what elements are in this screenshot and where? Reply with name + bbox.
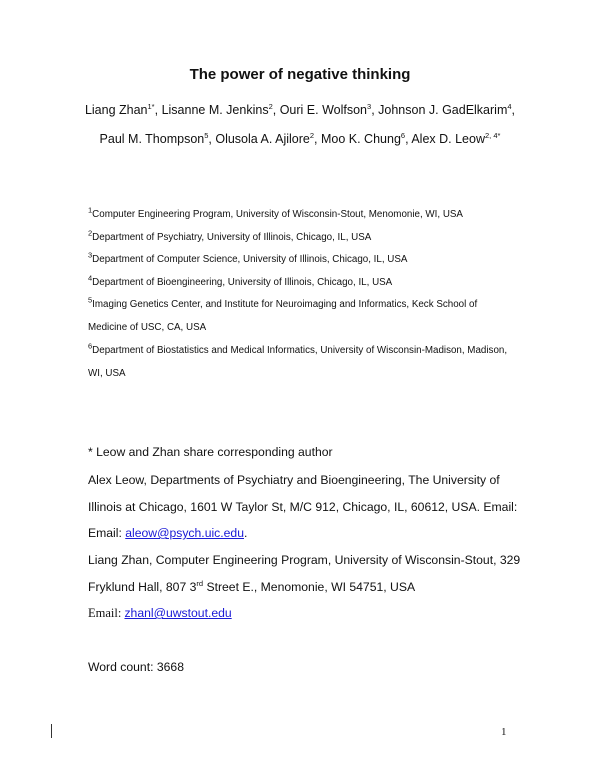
author-name: Ouri E. Wolfson (279, 103, 368, 117)
leow-address-line-2: Illinois at Chicago, 1601 W Taylor St, M/C 912, Chicago, IL, 60612, USA. Email: (88, 500, 518, 514)
author-superscript: 6 (400, 130, 406, 140)
author-separator: , (405, 132, 412, 146)
zhan-address-line-1: Liang Zhan, Computer Engineering Program, University of Wisconsin-Stout, 329 (88, 553, 521, 567)
author-superscript: 3 (367, 101, 372, 111)
affiliation-5 (88, 295, 528, 311)
zhan-email-link[interactable]: zhanl@uwstout.edu (124, 606, 232, 620)
affiliation-superscript: 4 (88, 273, 93, 283)
zhan-address-part: Street E., Menomonie, WI 54751, USA (203, 580, 416, 594)
leow-address-line-1: Alex Leow, Departments of Psychiatry and Bioengineering, The University of (88, 473, 500, 487)
affiliation-text: Computer Engineering Program, University of Wisconsin-Stout, Menomonie, WI, USA (92, 209, 463, 220)
affiliation-text: Department of Computer Science, University of Illinois, Chicago, IL, USA (92, 254, 408, 265)
affiliation-text: Department of Psychiatry, University of Illinois, Chicago, IL, USA (92, 232, 372, 243)
affiliation-superscript: 2 (88, 228, 93, 238)
zhan-email-line (88, 606, 232, 621)
author-name: Moo K. Chung (320, 132, 401, 146)
affiliation-5-continued: Medicine of USC, CA, USA (88, 322, 207, 333)
author-name: Lisanne M. Jenkins (161, 103, 269, 117)
affiliation-2 (88, 228, 528, 244)
affiliation-4 (88, 273, 528, 289)
author-superscript: 2 (268, 101, 273, 111)
zhan-address-line-2 (88, 580, 415, 594)
affiliation-6-continued: WI, USA (88, 368, 126, 379)
leow-email-line (88, 526, 247, 540)
email-period: . (244, 526, 248, 540)
author-separator: , (371, 103, 379, 117)
affiliation-superscript: 3 (88, 250, 93, 260)
author-name: Alex D. Leow (411, 132, 485, 146)
author-name: Paul M. Thompson (99, 132, 205, 146)
corresponding-note: * Leow and Zhan share corresponding author (88, 445, 333, 459)
affiliation-text: Department of Biostatistics and Medical Informatics, University of Wisconsin-Madison, Madison, (92, 345, 508, 356)
zhan-address-part: Fryklund Hall, 807 3 (88, 580, 197, 594)
author-superscript: 1* (147, 101, 155, 111)
author-separator: , (511, 103, 516, 117)
email-label: Email: (88, 606, 125, 620)
ordinal-superscript: rd (196, 578, 204, 588)
word-count: Word count: 3668 (88, 660, 184, 674)
author-line-2 (60, 130, 540, 148)
paper-title: The power of negative thinking (189, 66, 411, 83)
author-line-1 (60, 101, 540, 119)
author-separator: , (208, 132, 216, 146)
margin-line (51, 724, 52, 738)
affiliation-1 (88, 205, 528, 221)
affiliation-superscript: 1 (88, 205, 93, 215)
author-name: Olusola A. Ajilore (215, 132, 310, 146)
author-name: Liang Zhan (84, 103, 148, 117)
email-label: Email: (88, 526, 126, 540)
author-separator: , (272, 103, 280, 117)
author-superscript: 2 (309, 130, 315, 140)
affiliation-6 (88, 341, 528, 357)
author-separator: , (314, 132, 321, 146)
affiliation-text: Imaging Genetics Center, and Institute for Neuroimaging and Informatics, Keck School of (92, 299, 478, 310)
page-number: 1 (501, 726, 507, 738)
author-superscript: 2, 4* (485, 130, 501, 140)
affiliation-text: Department of Bioengineering, University of Illinois, Chicago, IL, USA (92, 277, 393, 288)
affiliation-3 (88, 250, 528, 266)
author-superscript: 5 (204, 130, 209, 140)
affiliation-superscript: 5 (88, 295, 93, 305)
author-superscript: 4 (507, 101, 512, 111)
author-name: Johnson J. GadElkarim (378, 103, 508, 117)
affiliation-superscript: 6 (88, 341, 93, 351)
leow-email-link[interactable]: aleow@psych.uic.edu (125, 526, 244, 540)
author-separator: , (154, 103, 162, 117)
